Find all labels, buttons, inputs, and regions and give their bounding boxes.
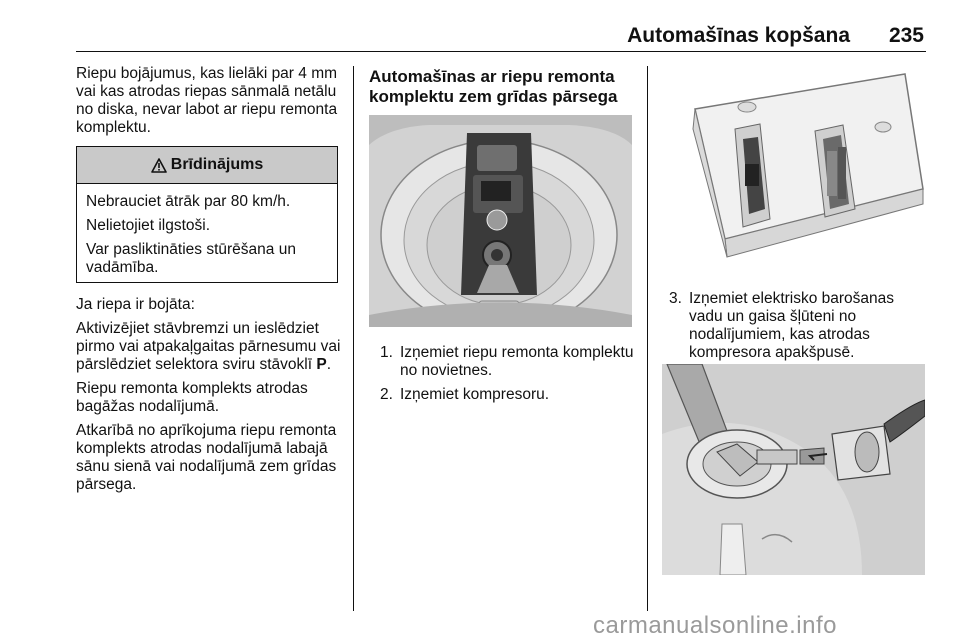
column-divider-right bbox=[647, 66, 648, 611]
section-title: Automašīnas ar riepu remonta komplektu zem grīdas pārsega bbox=[369, 67, 618, 106]
paragraph-parking-brake bbox=[76, 320, 348, 374]
step-text: Izņemiet kompresoru. bbox=[400, 386, 550, 403]
compressor-underside-illustration bbox=[665, 69, 927, 275]
warning-body bbox=[77, 184, 337, 277]
warning-title: Brīdinājums bbox=[170, 156, 264, 173]
warning-header bbox=[77, 147, 337, 184]
step-text: Izņemiet riepu remonta komplektu no novietnes. bbox=[400, 344, 634, 379]
step-item bbox=[380, 386, 635, 404]
parking-brake-text: Aktivizējiet stāvbremzi un ieslēdziet pirmo vai atpakaļgaitas pārnesumu vai pārslēdziet selektora sviru stāvoklī bbox=[76, 320, 341, 373]
warning-box bbox=[76, 146, 338, 283]
header-rule bbox=[76, 51, 926, 52]
watermark: carmanualsonline.info bbox=[593, 612, 837, 639]
warning-line: Var pasliktināties stūrēšana un vadāmība. bbox=[86, 241, 296, 276]
left-column bbox=[76, 65, 341, 143]
step-item bbox=[669, 290, 927, 362]
paragraph-kit-location: Riepu remonta komplekts atrodas bagāžas nodalījumā. bbox=[76, 380, 308, 415]
left-column-lower bbox=[76, 296, 348, 500]
step-item bbox=[380, 344, 635, 380]
spare-well-illustration bbox=[369, 115, 632, 327]
step-text: Izņemiet elektrisko barošanas vadu un gaisa šļūteni no nodalījumiem, kas atrodas kompresora apakšpusē. bbox=[689, 290, 895, 361]
warning-triangle-icon bbox=[151, 158, 167, 173]
right-steps bbox=[669, 290, 927, 368]
gear-position-p: P bbox=[316, 356, 327, 373]
intro-paragraph: Riepu bojājumus, kas lielāki par 4 mm vai kas atrodas riepas sānmalā netālu no diska, nevar labot ar riepu remonta komplektu. bbox=[76, 65, 338, 136]
middle-steps bbox=[380, 344, 635, 410]
hose-connection-illustration bbox=[662, 364, 925, 575]
step-number: 2. bbox=[380, 386, 393, 403]
running-header-title: Automašīnas kopšana bbox=[627, 24, 850, 47]
paragraph-tyre-damaged: Ja riepa ir bojāta: bbox=[76, 296, 195, 313]
step-number: 1. bbox=[380, 344, 393, 361]
page-number: 235 bbox=[888, 24, 924, 47]
step-number: 3. bbox=[669, 290, 682, 307]
sentence-end: . bbox=[326, 356, 332, 373]
paragraph-kit-variant: Atkarībā no aprīkojuma riepu remonta komplekts atrodas nodalījumā labajā sānu sienā vai nodalījumā zem grīdas pārsega. bbox=[76, 422, 337, 493]
warning-line: Nebrauciet ātrāk par 80 km/h. bbox=[86, 193, 291, 210]
column-divider-left bbox=[353, 66, 354, 611]
warning-line: Nelietojiet ilgstoši. bbox=[86, 217, 211, 234]
